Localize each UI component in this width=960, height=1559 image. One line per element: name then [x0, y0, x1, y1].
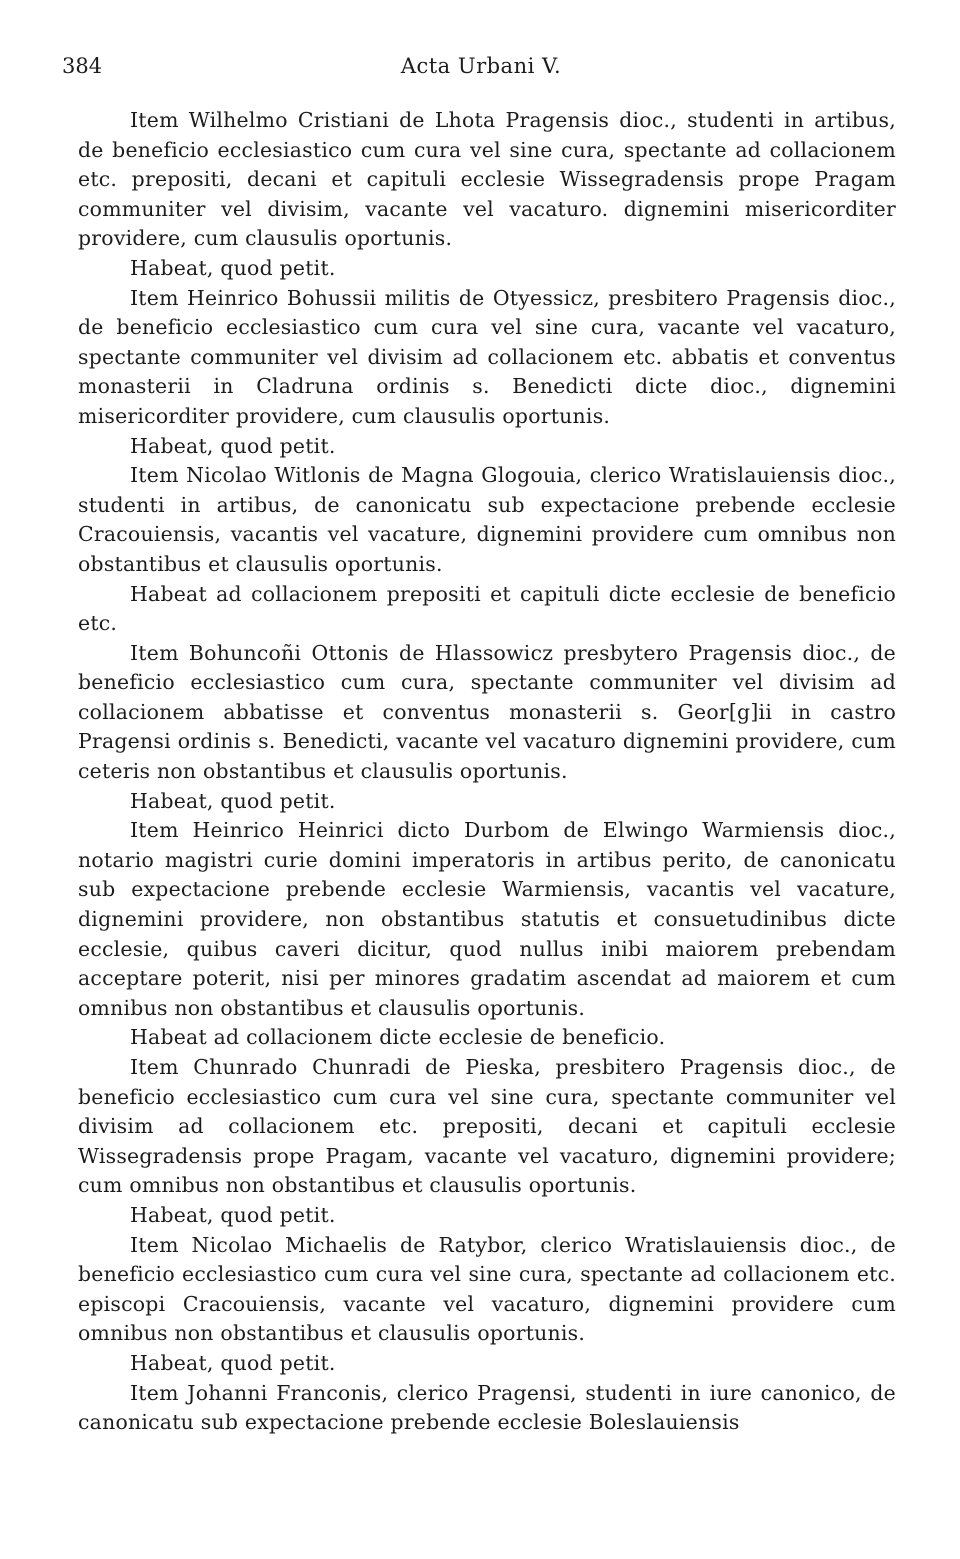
- page-number: 384: [62, 54, 103, 78]
- paragraph-grant: Habeat ad collacionem dicte ecclesie de beneficio.: [130, 1025, 666, 1050]
- paragraph-petition-wilhelmo: Item Wilhelmo Cristiani de Lhota Pragensis dioc., studenti in artibus, de beneficio ecclesiastico cum cura vel sine cura, spectante ad collacionem etc. prepositi, decani et capituli ecclesie Wissegradensis prope Pragam communiter vel divisim, vacante vel vacaturo. dignemini misericorditer providere, cum clausulis oportunis.: [78, 108, 896, 251]
- paragraph-petition-bohuncono: Item Bohuncoñi Ottonis de Hlassowicz presbytero Pragensis dioc., de beneficio ecclesiastico cum cura, spectante communiter vel divisim ad collacionem abbatisse et conventus monasterii s. Geor[g]ii in castro Pragensi ordinis s. Benedicti, vacante vel vacaturo dignemini providere, cum ceteris non obstantibus et clausulis oportunis.: [78, 640, 896, 784]
- paragraph-petition-nicolao-witlonis: Item Nicolao Witlonis de Magna Glogouia, clerico Wratislauiensis dioc., studenti in artibus, de canonicatu sub expectacione prebende ecclesie Cracouiensis, vacantis vel vacature, dignemini providere cum omnibus non obstantibus et clausulis oportunis.: [78, 463, 896, 576]
- paragraph-grant: Habeat, quod petit.: [130, 255, 336, 280]
- paragraph-petition-heinrico-durbom: Item Heinrico Heinrici dicto Durbom de Elwingo Warmiensis dioc., notario magistri curie domini imperatoris in artibus perito, de canonicatu sub expectacione prebende ecclesie Warmiensis, vacantis vel vacature, dignemini providere, non obstantibus statutis et consuetudinibus dicte ecclesie, quibus caveri dicitur, quod nullus inibi maiorem prebendam acceptare poterit, nisi per minores gradatim ascendat ad maiorem et cum omnibus non obstantibus et clausulis oportunis.: [78, 818, 896, 1020]
- paragraph-petition-johanni-franconis: Item Johanni Franconis, clerico Pragensi, studenti in iure canonico, de canonicatu sub expectacione prebende ecclesie Boleslauiensis: [78, 1380, 896, 1435]
- paragraph-petition-heinrico-bohussii: Item Heinrico Bohussii militis de Otyessicz, presbitero Pragensis dioc., de beneficio ecclesiastico cum cura vel sine cura, vacante vel vacaturo, spectante communiter vel divisim ad collacionem etc. abbatis et conventus monasterii in Cladruna ordinis s. Benedicti dicte dioc., dignemini misericorditer providere, cum clausulis oportunis.: [78, 285, 896, 428]
- paragraph-petition-nicolao-michaelis: Item Nicolao Michaelis de Ratybor, clerico Wratislauiensis dioc., de beneficio ecclesiastico cum cura vel sine cura, spectante ad collacionem etc. episcopi Cracouiensis, vacante vel vacaturo, dignemini providere cum omnibus non obstantibus et clausulis oportunis.: [78, 1232, 896, 1346]
- paragraph-petition-chunrado: Item Chunrado Chunradi de Pieska, presbitero Pragensis dioc., de beneficio ecclesiastico cum cura vel sine cura, spectante communiter vel divisim ad collacionem etc. prepositi, decani et capituli ecclesie Wissegradensis prope Pragam, vacante vel vacaturo, dignemini providere; cum omnibus non obstantibus et clausulis oportunis.: [78, 1055, 896, 1198]
- body-text: [78, 106, 896, 1438]
- running-head: [62, 54, 900, 84]
- paragraph-grant: Habeat, quod petit.: [130, 1202, 336, 1227]
- running-title: Acta Urbani V.: [400, 54, 562, 78]
- paragraph-grant: Habeat, quod petit.: [130, 433, 336, 458]
- paragraph-grant: Habeat ad collacionem prepositi et capituli dicte ecclesie de beneficio etc.: [78, 581, 896, 636]
- paragraph-grant: Habeat, quod petit.: [130, 788, 336, 813]
- paragraph-grant: Habeat, quod petit.: [130, 1350, 336, 1375]
